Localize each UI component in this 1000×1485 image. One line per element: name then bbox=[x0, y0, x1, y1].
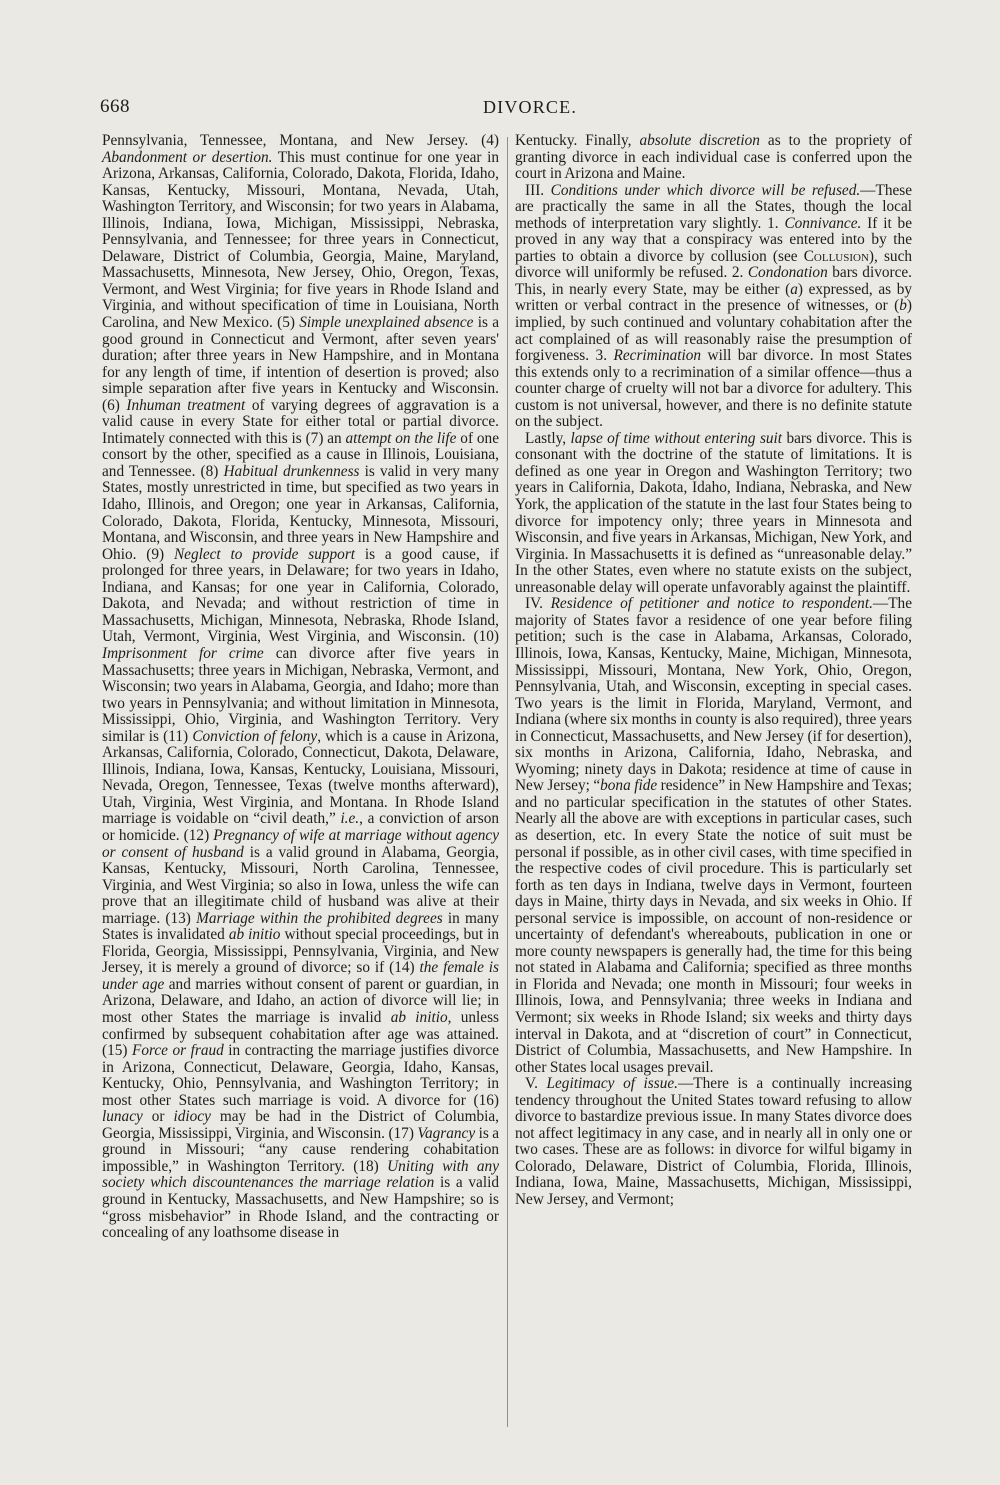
text-run: V. bbox=[525, 1075, 547, 1093]
italic-text: Connivance. bbox=[784, 214, 862, 232]
text-run: of varying degrees of aggravation is a valid cause in every State for either total or partial divorce. Intimately connected with this is (7) an bbox=[102, 396, 499, 447]
italic-text: lapse of time without entering suit bbox=[570, 429, 783, 447]
text-run: This must continue for one year in Arizona, Arkansas, California, Colorado, Dakota, Florida, Idaho, Kansas, Kentucky, Missouri, Montana, Nevada, Utah, Washington Territory, and Wisconsin; for two years in Alabama, Illinois, Indiana, Iowa, Michigan, Mississippi, Nebraska, Pennsylvania, and Tennessee; for three years in Connecticut, Delaware, District of Columbia, Georgia, Maine, Maryland, Massachusetts, Minnesota, New Jersey, Ohio, Oregon, Texas, Vermont, and West Virginia; for five years in Rhode Island and Virginia, and without specification of time in Louisiana, North Carolina, and New Mexico. (5) bbox=[102, 148, 499, 332]
text-run: —These are practically the same in all the States, though the local methods of interpretation vary slightly. 1. bbox=[515, 181, 912, 232]
text-run: —There is a continually increasing tendency throughout the United States toward refusing to allow divorce to bastardize previous issue. In many States divorce does not affect legitimacy in any case, and in nearly all in only one or two cases. These are as follows: in divorce for wilful bigamy in Colorado, Delaware, District of Columbia, Florida, Illinois, Indiana, Iowa, Maine, Massachusetts, Michigan, Mississippi, New Jersey, and Vermont; bbox=[515, 1075, 912, 1208]
running-head: DIVORCE. bbox=[482, 97, 578, 117]
italic-text: Legitimacy of issue. bbox=[546, 1075, 678, 1093]
italic-text: Neglect to provide support bbox=[173, 545, 356, 563]
text-run: Lastly, bbox=[525, 429, 571, 447]
text-run: can divorce after five years in Massachusetts; three years in Michigan, Nebraska, Vermont, and Wisconsin; two years in Alabama, Georgia, and Idaho; more than two years in Pennsylvania; and without limitation in Minnesota, Mississippi, Ohio, Virginia, and Washington Territory. Very similar is (11) bbox=[102, 644, 499, 745]
italic-text: attempt on the life bbox=[345, 429, 457, 447]
italic-text: absolute discretion bbox=[639, 132, 760, 149]
small-caps-text: Collusion bbox=[803, 247, 869, 265]
text-run: is a valid ground in Alabama, Georgia, Kansas, Kentucky, Missouri, North Carolina, Tennessee, Virginia, and West Virginia; so also in Iowa, unless the wife can prove that an illegitimate child of husband was alive at their marriage. (13) bbox=[102, 843, 500, 927]
text-run: bars divorce. This, in nearly every State, may be either ( bbox=[515, 264, 912, 298]
italic-text: Habitual drunkenness bbox=[223, 462, 360, 480]
page-number: 668 bbox=[100, 96, 130, 117]
text-columns bbox=[102, 133, 914, 1433]
text-run: as to the propriety of granting divorce in each individual case is conferred upon the court in Arizona and Maine. bbox=[515, 132, 913, 183]
italic-text: Simple unexplained absence bbox=[299, 314, 474, 332]
italic-text: b bbox=[899, 297, 907, 315]
italic-text: Imprisonment for crime bbox=[102, 644, 264, 662]
italic-text: Inhuman treatment bbox=[126, 396, 246, 414]
paragraph bbox=[515, 1076, 912, 1208]
italic-text: Pregnancy of wife at marriage without agency or consent of husband bbox=[102, 826, 499, 861]
text-run: and marries without consent of parent or guardian, in Arizona, Delaware, and Idaho, an action of divorce will lie; in most other States the marriage is invalid bbox=[102, 975, 499, 1026]
italic-text: Recrimination bbox=[613, 347, 702, 365]
text-run: is a ground in Missouri; “any cause rendering cohabitation impossible,” in Washington Territory. (18) bbox=[102, 1124, 499, 1175]
text-run: in contracting the marriage justifies divorce in Arizona, Connecticut, Delaware, Georgia, Idaho, Kansas, Kentucky, Ohio, Pennsylvania, and Washington Territory; in most other States such marriage is void. A divorce for (16) bbox=[102, 1042, 499, 1109]
italic-text: ab initio bbox=[228, 926, 281, 944]
text-run: is a valid ground in Kentucky, Massachusetts, and New Hampshire; so is “gross misbehavior” in Rhode Island, and the contracting or concealing of any loathsome disease in bbox=[102, 1174, 499, 1242]
italic-text: bona fide bbox=[600, 777, 658, 795]
text-run: of one consort by the other, specified as a cause in Illinois, Louisiana, and Tennessee. (8) bbox=[102, 429, 499, 480]
text-run: —The majority of States favor a residence of one year before filing petition; such is the case in Alabama, Arkansas, Colorado, Illinois, Iowa, Kansas, Kentucky, Maine, Michigan, Minnesota, Mississippi, Missouri, Montana, New York, Ohio, Oregon, Pennsylvania, Utah, and Wisconsin, excepting in special cases. Two years is the limit in Florida, Maryland, Vermont, and Indiana (where six months in county is also required), three years in Connecticut, Massachusetts, and New Jersey (if for desertion), six months in Arizona, California, Idaho, Nebraska, and Wyoming; ninety days in Dakota; residence at time of cause in New Jersey; “ bbox=[515, 595, 912, 795]
text-run: , unless confirmed by subsequent cohabitation after age was attained. (15) bbox=[102, 1008, 499, 1060]
paragraph bbox=[515, 183, 912, 431]
text-run: is a good ground in Connecticut and Vermont, after seven years' duration; after three years in New Hampshire, and in Montana for any length of time, if intention of desertion is proved; also simple separation after five years in Kentucky and Wisconsin. (6) bbox=[102, 314, 499, 414]
italic-text: Abandonment or desertion. bbox=[102, 148, 273, 166]
italic-text: i.e. bbox=[340, 810, 360, 828]
text-run: III. bbox=[525, 181, 551, 199]
text-run: may be had in the District of Columbia, Georgia, Mississippi, Virginia, and Wisconsin. (17) bbox=[102, 1108, 499, 1142]
italic-text: Marriage within the prohibited degrees bbox=[196, 909, 443, 927]
paragraph bbox=[515, 596, 912, 1076]
italic-text: Conviction of felony bbox=[192, 727, 318, 745]
italic-text: Condonation bbox=[747, 264, 828, 282]
italic-text: Residence of petitioner and notice to respondent. bbox=[550, 595, 873, 613]
italic-text: idiocy bbox=[173, 1108, 211, 1126]
text-run: , which is a cause in Arizona, Arkansas, California, Colorado, Connecticut, Dakota, Delaware, Illinois, Indiana, Iowa, Kansas, Kentucky, Louisiana, Missouri, Nevada, Oregon, Tennessee, Texas (twelve months afterward), Utah, Virginia, West Virginia, and Montana. In Rhode Island marriage is voidable on “civil death,” bbox=[102, 727, 499, 828]
text-run: residence” in New Hampshire and Texas; and no particular specification in the statutes of other States. Nearly all the above are with exceptions in particular cases, such as desertion, etc. In every State the notice of suit must be personal if possible, as in other civil cases, with time specified in the respective codes of civil procedure. This is particularly set forth as ten days in Indiana, twelve days in Vermont, fourteen days in Maine, thirty days in Nevada, and six weeks in Ohio. If personal service is impossible, on account of non-residence or uncertainty of defendant's whereabouts, publication in one or more county newspapers is generally had, the time for this being not stated in Alabama and California; specified as three months in Florida and Nevada; one month in Missouri; four weeks in Illinois, Iowa, and Pennsylvania; three weeks in Indiana and Vermont; six weeks in Rhode Island; six weeks and thirty days interval in Dakota, and at “discretion of court” in Connecticut, District of Columbia, Massachusetts, and New Hampshire. In other States local usages prevail. bbox=[515, 777, 912, 1076]
paragraph bbox=[515, 133, 912, 183]
text-run: without special proceedings, but in Florida, Georgia, Mississippi, Pennsylvania, Virginia, and New Jersey, it is merely a ground of divorce; so if (14) bbox=[102, 926, 500, 977]
page-header bbox=[100, 96, 900, 126]
text-run: ), such divorce will uniformly be refused. 2. bbox=[515, 247, 913, 282]
column-divider bbox=[507, 137, 508, 1427]
text-run: bars divorce. This is consonant with the doctrine of the statute of limitations. It is defined as one year in Oregon and Washington Territory; two years in California, Dakota, Idaho, Indiana, Nebraska, and New York, the application of the statute in the last four States being to divorce for impotency only; three years in Minnesota and Wisconsin, and five years in Arkansas, Michigan, New York, and Virginia. In Massachusetts it is defined as “unreasonable delay.” In the other States, even where no statute exists on the subject, unreasonable delay will operate unfavorably against the plaintiff. bbox=[515, 429, 912, 596]
text-run: will bar divorce. In most States this extends only to a recrimination of a similar offence—thus a counter charge of cruelty will not bar a divorce for adultery. This custom is not universal, however, and there is no definite statute on the subject. bbox=[515, 347, 912, 431]
text-run: If it be proved in any way that a conspiracy was entered into by the parties to obtain a divorce by collusion (see bbox=[515, 214, 912, 265]
italic-text: Uniting with any society which discountenances the marriage relation bbox=[102, 1157, 499, 1192]
text-run: Pennsylvania, Tennessee, Montana, and New Jersey. (4) bbox=[102, 132, 499, 149]
italic-text: ab initio bbox=[390, 1008, 448, 1026]
left-column bbox=[102, 133, 499, 1242]
text-run: IV. bbox=[525, 595, 551, 613]
text-run: is a good cause, if prolonged for three years, in Delaware; for two years in Idaho, Indiana, and Kansas; for one year in California, Colorado, Dakota, and Nevada; and without restriction of time in Massachusetts, Michigan, Minnesota, Nebraska, Rhode Island, Utah, Vermont, Virginia, West Virginia, and Wisconsin. (10) bbox=[102, 545, 499, 646]
text-run: , a conviction of arson or homicide. (12) bbox=[102, 810, 499, 844]
paragraph bbox=[515, 431, 912, 596]
italic-text: Conditions under which divorce will be refused. bbox=[550, 181, 861, 199]
text-run: ) expressed, as by written or verbal contract in the presence of witnesses, or ( bbox=[515, 280, 912, 315]
paragraph bbox=[102, 133, 499, 1242]
text-run: ) implied, by such continued and voluntary cohabitation after the act complained of as will reasonably raise the presumption of forgiveness. 3. bbox=[515, 297, 912, 365]
italic-text: Force or fraud bbox=[132, 1042, 224, 1060]
italic-text: lunacy bbox=[102, 1108, 143, 1126]
italic-text: a bbox=[790, 280, 798, 298]
italic-text: Vagrancy bbox=[417, 1124, 476, 1142]
text-run: Kentucky. Finally, bbox=[515, 132, 640, 149]
right-column bbox=[515, 133, 912, 1209]
text-run: or bbox=[142, 1108, 174, 1126]
italic-text: the female is under age bbox=[102, 959, 499, 993]
text-run: in many States is invalidated bbox=[102, 909, 499, 944]
text-run: is valid in very many States, mostly unrestricted in time, but specified as two years in Idaho, Illinois, and Oregon; one year in Arkansas, California, Colorado, Dakota, Florida, Kentucky, Minnesota, Missouri, Montana, and Wisconsin, and three years in New Hampshire and Ohio. (9) bbox=[102, 462, 499, 563]
